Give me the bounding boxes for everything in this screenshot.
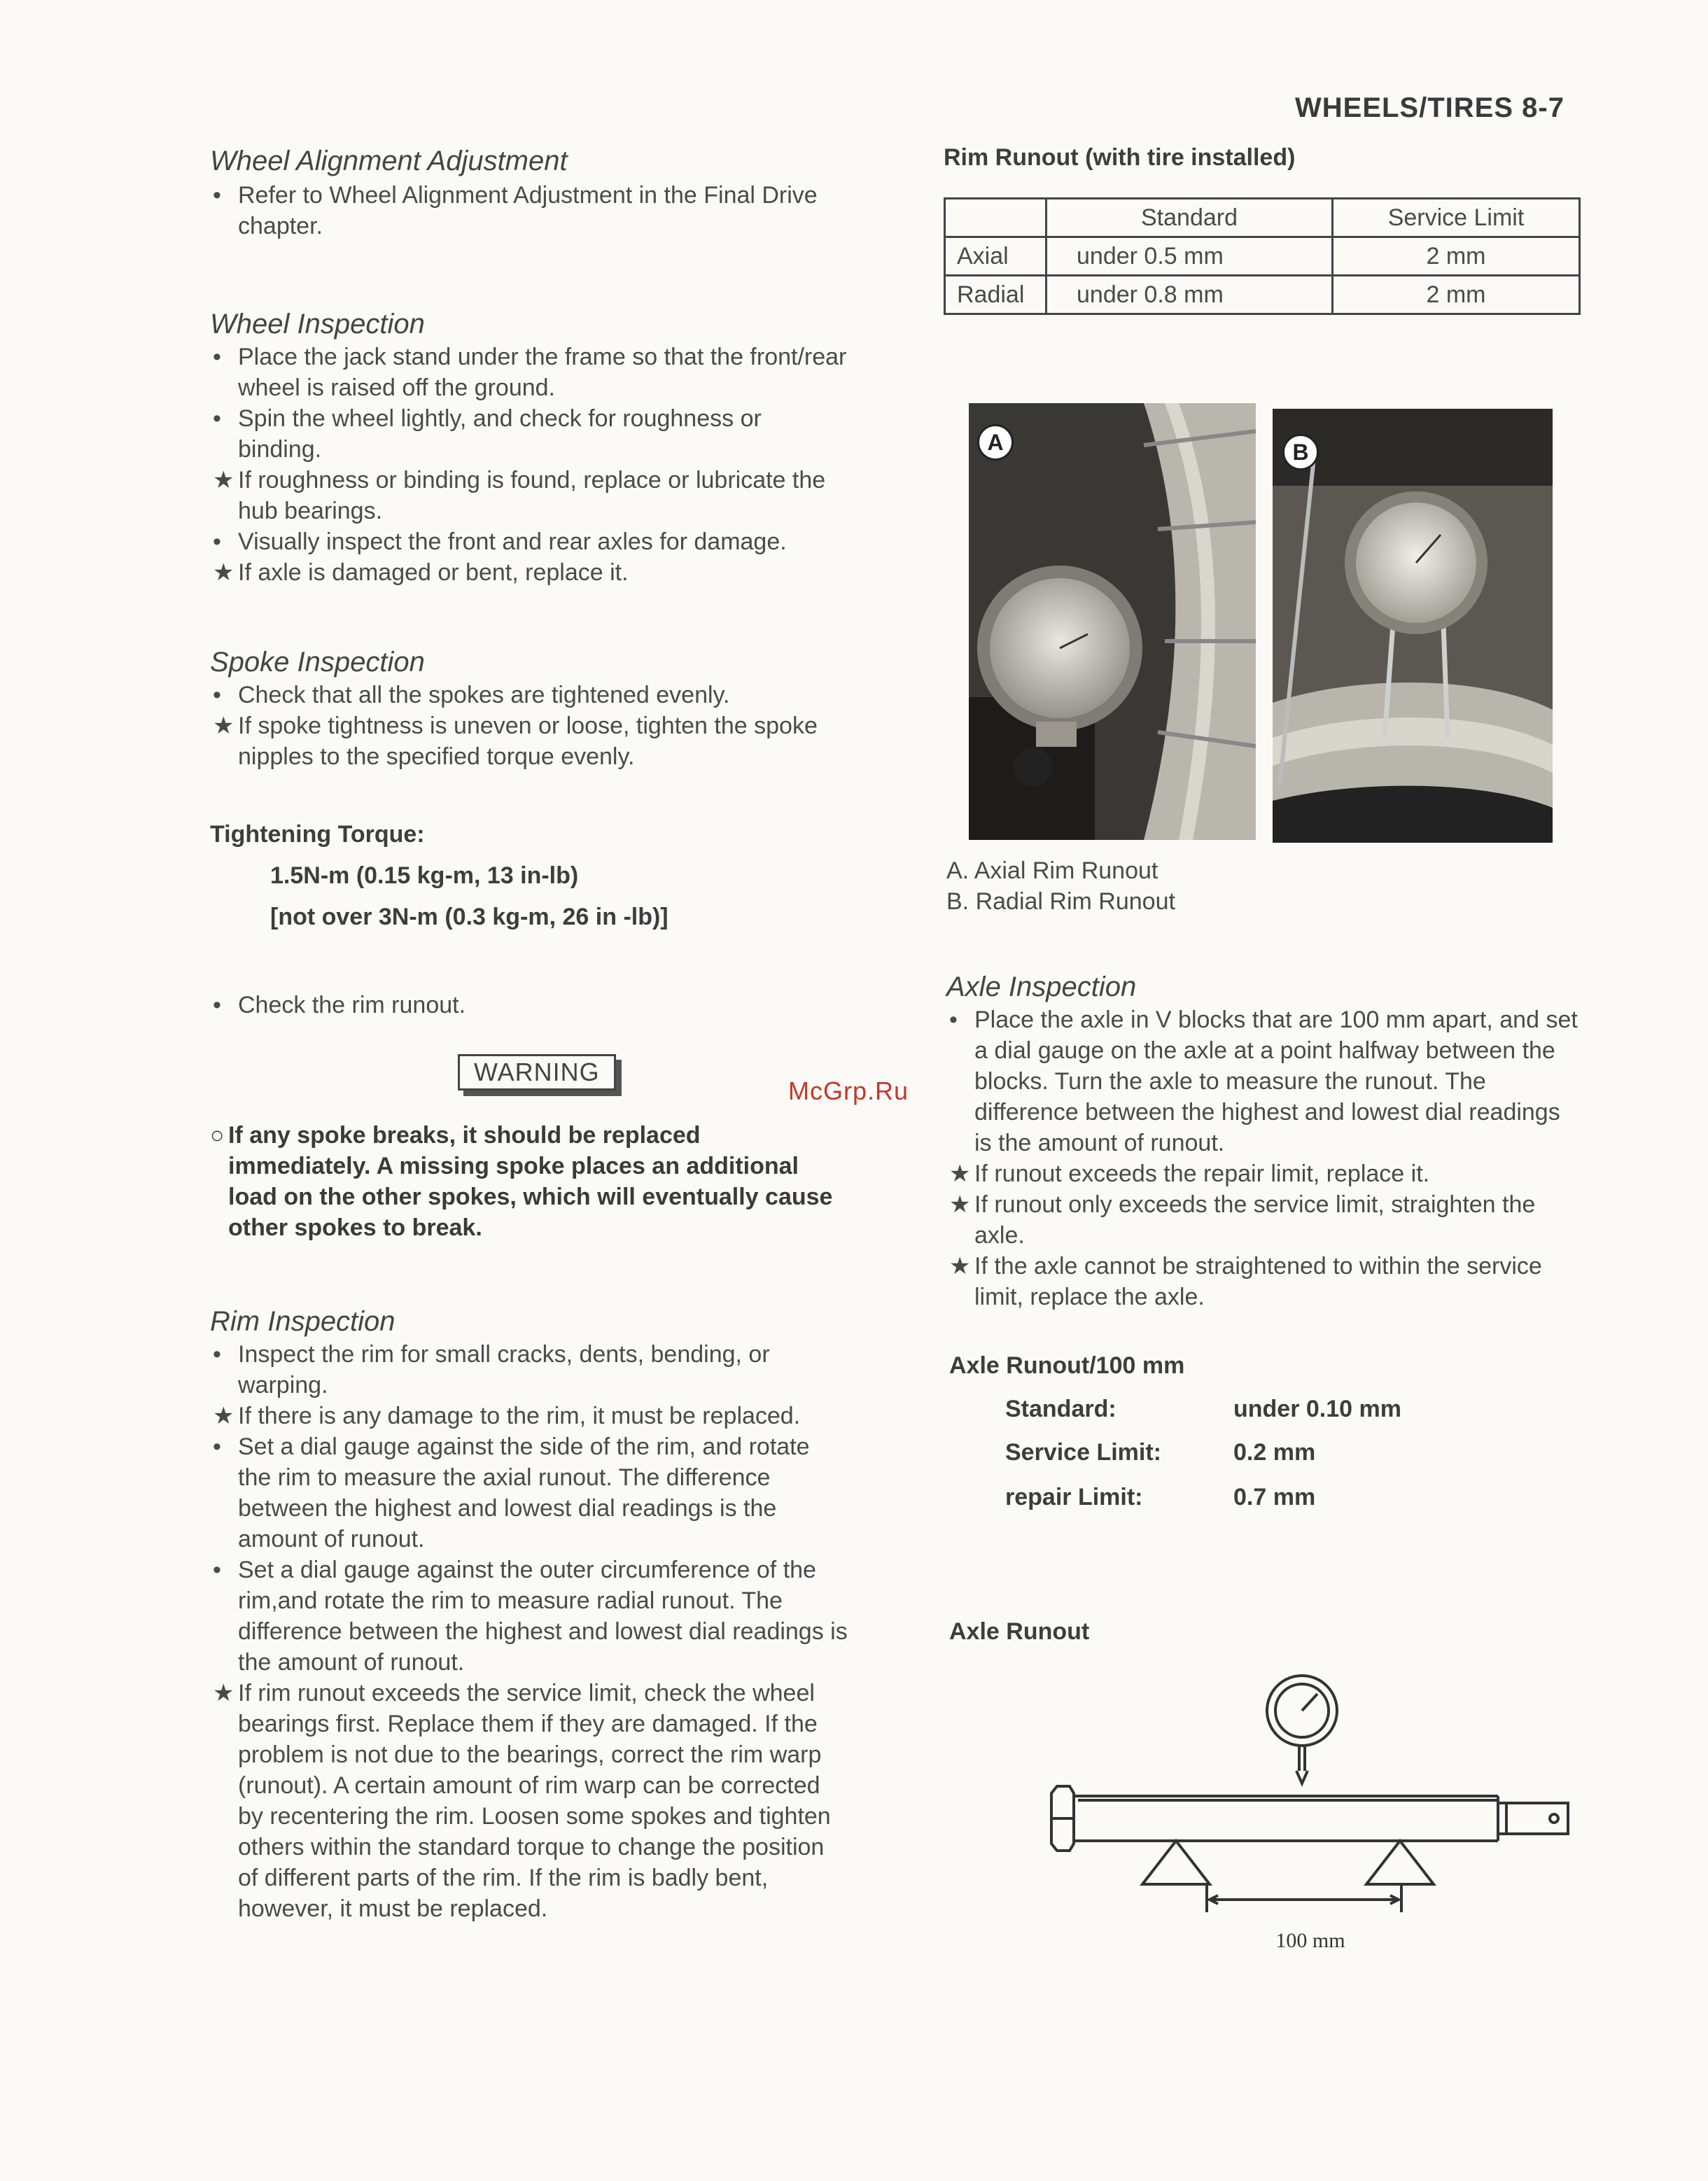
item-text: Set a dial gauge against the side of the rim, and rotate the rim to measure the axial runout. The difference between the highest and lowest dial readings is the amount of runout.	[238, 1433, 810, 1552]
spec-standard-label: Standard:	[1005, 1396, 1116, 1422]
spec-repair-limit-label: repair Limit:	[1005, 1484, 1143, 1510]
check-rim-item	[210, 990, 848, 1021]
list-item	[210, 680, 848, 710]
rim-runout-title: Rim Runout (with tire installed)	[944, 144, 1296, 171]
rim-inspection-heading: Rim Inspection	[210, 1306, 396, 1337]
photo-radial-rim-runout	[1273, 409, 1553, 843]
photo-axial-rim-runout	[969, 403, 1256, 840]
list-item	[210, 403, 848, 465]
wheel-alignment-heading: Wheel Alignment Adjustment	[210, 146, 568, 176]
item-text: Inspect the rim for small cracks, dents, bending, or warping.	[238, 1341, 770, 1398]
axle-inspection-section	[946, 972, 1582, 1312]
warning-text: If any spoke breaks, it should be replaced immediately. A missing spoke places an additional load on the other spokes, which will eventually cause other spokes to break.	[228, 1122, 833, 1241]
list-item	[210, 1431, 848, 1555]
wheel-alignment-list	[210, 180, 848, 241]
item-text: If the axle cannot be straightened to within the service limit, replace the axle.	[974, 1253, 1542, 1310]
list-item	[946, 1158, 1582, 1189]
list-item	[210, 990, 848, 1021]
list-item	[210, 557, 848, 588]
list-item	[210, 1678, 848, 1924]
item-text: If axle is damaged or bent, replace it.	[238, 559, 629, 586]
list-item	[210, 710, 848, 772]
star-marker: ★	[213, 713, 234, 739]
warning-label: WARNING	[458, 1054, 616, 1090]
item-text: If runout only exceeds the service limit, straighten the axle.	[974, 1191, 1536, 1249]
star-marker: ★	[949, 1160, 971, 1187]
circle-marker: ○	[210, 1122, 225, 1149]
star-marker: ★	[949, 1253, 971, 1279]
table-cell: 2 mm	[1333, 276, 1580, 314]
photo-captions	[946, 855, 1175, 917]
caption-a: A. Axial Rim Runout	[946, 857, 1158, 884]
list-item	[946, 1251, 1582, 1312]
table-cell: Axial	[945, 237, 1046, 276]
bullet-marker: •	[213, 1557, 221, 1583]
left-column	[210, 140, 848, 1924]
list-item	[210, 1555, 848, 1678]
bullet-marker: •	[213, 1341, 221, 1368]
bullet-marker: •	[213, 528, 221, 555]
star-marker: ★	[213, 467, 234, 493]
item-text: If runout exceeds the repair limit, replace it.	[974, 1160, 1430, 1187]
star-marker: ★	[213, 1403, 234, 1429]
table-header-cell: Service Limit	[1333, 199, 1580, 237]
warning-item	[210, 1120, 848, 1243]
bullet-marker: •	[213, 405, 221, 432]
table-cell: under 0.8 mm	[1046, 276, 1333, 314]
list-item	[210, 1339, 848, 1401]
item-text: Refer to Wheel Alignment Adjustment in the Final Drive chapter.	[238, 182, 818, 239]
axle-inspection-list	[946, 1004, 1582, 1312]
axle-runout-diagram	[1036, 1666, 1596, 1974]
list-item	[210, 1401, 848, 1431]
table-cell: under 0.5 mm	[1046, 237, 1333, 276]
rim-runout-table	[944, 197, 1581, 315]
watermark-text: McGrp.Ru	[788, 1077, 909, 1105]
axle-runout-spec-title: Axle Runout/100 mm	[949, 1352, 1185, 1379]
v-block-left	[1142, 1841, 1210, 1884]
table-header-cell	[945, 199, 1046, 237]
photo-label-b: B	[1282, 434, 1319, 470]
table-row	[945, 276, 1580, 314]
item-text: Set a dial gauge against the outer circumference of the rim,and rotate the rim to measure radial runout. The difference between the highest and lowest dial readings is the amount of runout.	[238, 1557, 848, 1676]
bullet-marker: •	[213, 344, 221, 370]
table-row	[945, 237, 1580, 276]
bullet-marker: •	[213, 182, 221, 209]
list-item	[946, 1189, 1582, 1251]
torque-limit: [not over 3N-m (0.3 kg-m, 26 in -lb)]	[270, 904, 668, 930]
photo-axial-illustration	[969, 403, 1256, 840]
bullet-marker: •	[949, 1007, 958, 1033]
item-text: Visually inspect the front and rear axles for damage.	[238, 528, 787, 555]
bullet-marker: •	[213, 1433, 221, 1460]
rim-inspection-list	[210, 1339, 848, 1924]
item-text: Check the rim runout.	[238, 992, 466, 1018]
warning-text-block	[210, 1120, 848, 1243]
spec-standard-value: under 0.10 mm	[1233, 1396, 1401, 1422]
page-header: WHEELS/TIRES 8-7	[1295, 92, 1564, 123]
table-cell: Radial	[945, 276, 1046, 314]
wheel-inspection-heading: Wheel Inspection	[210, 309, 425, 339]
caption-b: B. Radial Rim Runout	[946, 888, 1175, 915]
spec-repair-limit-value: 0.7 mm	[1233, 1484, 1316, 1510]
list-item	[946, 1004, 1582, 1158]
table-cell: 2 mm	[1333, 237, 1580, 276]
bullet-marker: •	[213, 682, 221, 708]
dimension-label: 100 mm	[1275, 1929, 1345, 1952]
axle-runout-diagram-title: Axle Runout	[949, 1618, 1090, 1645]
item-text: If roughness or binding is found, replace or lubricate the hub bearings.	[238, 467, 826, 524]
torque-value: 1.5N-m (0.15 kg-m, 13 in-lb)	[270, 862, 579, 889]
spec-service-limit-label: Service Limit:	[1005, 1439, 1161, 1466]
v-block-right	[1366, 1841, 1434, 1884]
item-text: If spoke tightness is uneven or loose, tighten the spoke nipples to the specified torque evenly.	[238, 713, 818, 770]
star-marker: ★	[949, 1191, 971, 1218]
photo-label-a: A	[977, 424, 1014, 461]
spoke-inspection-heading: Spoke Inspection	[210, 647, 425, 678]
photo-radial-illustration	[1273, 409, 1553, 843]
table-header-row	[945, 199, 1580, 237]
list-item	[210, 465, 848, 526]
bullet-marker: •	[213, 992, 221, 1018]
spec-service-limit-value: 0.2 mm	[1233, 1439, 1316, 1466]
star-marker: ★	[213, 1680, 234, 1706]
spoke-inspection-list	[210, 680, 848, 772]
list-item	[210, 180, 848, 241]
list-item	[210, 342, 848, 403]
torque-label: Tightening Torque:	[210, 821, 425, 848]
table-header-cell: Standard	[1046, 199, 1333, 237]
item-text: Place the jack stand under the frame so that the front/rear wheel is raised off the ground.	[238, 344, 847, 401]
item-text: Spin the wheel lightly, and check for roughness or binding.	[238, 405, 762, 463]
star-marker: ★	[213, 559, 234, 586]
item-text: If rim runout exceeds the service limit, check the wheel bearings first. Replace them if they are damaged. If the problem is not due to the bearings, correct the rim warp (runout). A certain amount of rim warp can be corrected by recentering the rim. Loosen some spokes and tighten others within the standard torque to change the position of different parts of the rim. If the rim is badly bent, however, it must be replaced.	[238, 1680, 831, 1922]
wheel-inspection-list	[210, 342, 848, 588]
item-text: Check that all the spokes are tightened evenly.	[238, 682, 730, 708]
item-text: Place the axle in V blocks that are 100 mm apart, and set a dial gauge on the axle at a point halfway between the blocks. Turn the axle to measure the runout. The difference between the highest and lowest dial readings is the amount of runout.	[974, 1007, 1578, 1156]
list-item	[210, 526, 848, 557]
axle-inspection-heading: Axle Inspection	[946, 972, 1137, 1002]
item-text: If there is any damage to the rim, it must be replaced.	[238, 1403, 801, 1429]
